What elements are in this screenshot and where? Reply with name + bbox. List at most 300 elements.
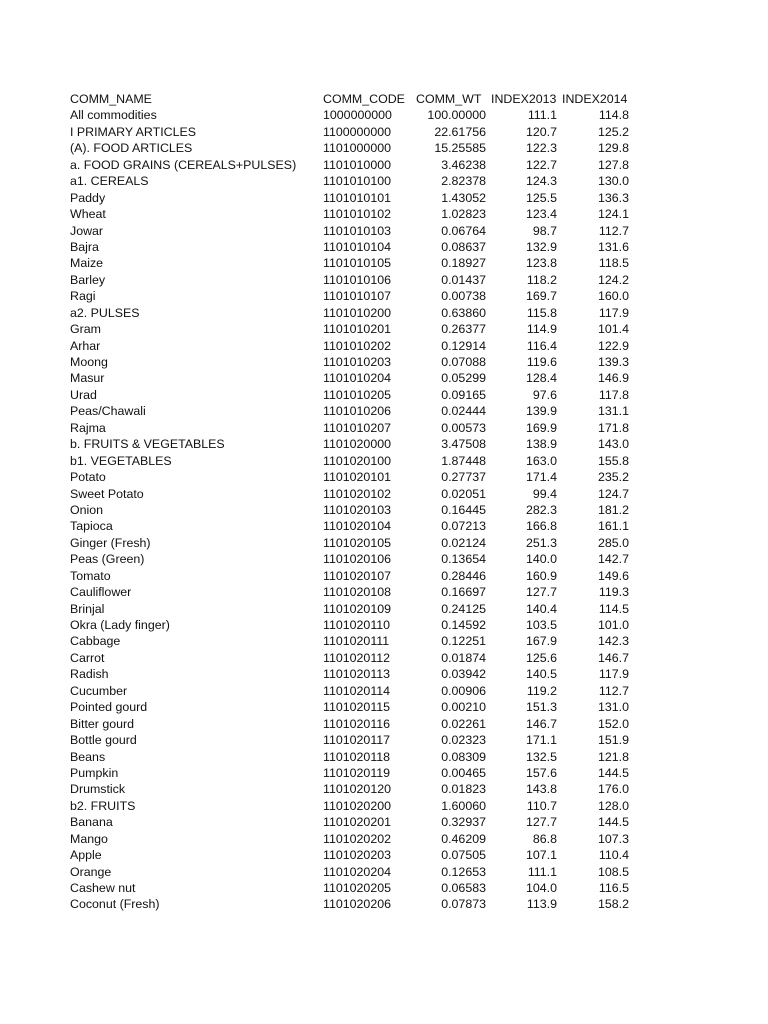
- cell-comm-wt: 0.03942: [441, 667, 486, 682]
- cell-comm-name: Cucumber: [70, 683, 128, 698]
- cell-comm-code: 1101020111: [323, 634, 390, 649]
- cell-comm-name: Ginger (Fresh): [70, 535, 151, 550]
- cell-comm-code: 1101010200: [323, 305, 391, 320]
- table-row: [70, 173, 640, 189]
- table-row: [70, 486, 640, 502]
- cell-comm-name: Peas/Chawali: [70, 404, 146, 419]
- cell-index2013: 143.8: [525, 782, 557, 797]
- cell-comm-wt: 0.08637: [441, 239, 486, 254]
- cell-comm-name: I PRIMARY ARTICLES: [70, 124, 197, 139]
- table-row: [70, 140, 640, 156]
- cell-index2013: 107.1: [525, 848, 557, 863]
- cell-comm-wt: 0.01823: [441, 782, 486, 797]
- cell-index2013: 124.3: [525, 174, 557, 189]
- cell-comm-name: Urad: [70, 387, 97, 402]
- table-row: [70, 601, 640, 617]
- cell-comm-wt: 0.12653: [441, 864, 486, 879]
- cell-comm-wt: 0.07088: [441, 355, 486, 369]
- table-row: [70, 568, 640, 584]
- cell-comm-wt: 0.27737: [441, 470, 486, 485]
- cell-index2013: 167.9: [525, 634, 557, 649]
- cell-index2013: 122.7: [525, 157, 557, 172]
- cell-comm-name: Cashew nut: [70, 881, 136, 895]
- cell-comm-wt: 0.01874: [441, 650, 486, 665]
- cell-index2014: 122.9: [597, 338, 629, 353]
- table-row: [70, 749, 640, 765]
- cell-index2014: 129.8: [597, 141, 629, 156]
- cell-comm-code: 1101010206: [323, 404, 391, 419]
- cell-index2013: 115.8: [526, 305, 557, 320]
- cell-comm-code: 1101010000: [323, 157, 391, 172]
- table-row: [70, 255, 640, 271]
- cell-index2013: 125.5: [525, 190, 557, 205]
- cell-comm-name: b2. FRUITS: [70, 798, 136, 813]
- cell-comm-wt: 0.07213: [441, 519, 486, 534]
- cell-comm-code: 1101020105: [323, 535, 391, 550]
- cell-comm-wt: 1.43052: [441, 190, 486, 205]
- cell-comm-name: (A). FOOD ARTICLES: [70, 141, 193, 156]
- cell-index2013: 123.8: [525, 256, 557, 271]
- cell-index2013: 118.2: [526, 272, 557, 287]
- table-row: [70, 502, 640, 518]
- table-row: [70, 535, 640, 551]
- cell-comm-name: Jowar: [70, 223, 104, 238]
- cell-index2013: 251.3: [525, 535, 557, 550]
- cell-index2014: 124.7: [597, 486, 629, 501]
- cell-comm-code: 1101020114: [323, 683, 391, 698]
- cell-index2013: 128.4: [525, 371, 557, 386]
- column-header-comm-code: COMM_CODE: [323, 92, 405, 106]
- cell-comm-name: Wheat: [70, 207, 106, 222]
- cell-comm-name: Arhar: [70, 338, 101, 353]
- cell-index2013: 125.6: [525, 650, 557, 665]
- cell-comm-wt: 0.02444: [441, 404, 486, 419]
- cell-comm-wt: 0.01437: [441, 272, 486, 287]
- table-row: [70, 864, 640, 880]
- cell-comm-wt: 0.14592: [441, 618, 486, 632]
- table-row: [70, 699, 640, 715]
- cell-comm-name: a2. PULSES: [70, 305, 140, 320]
- table-row: [70, 617, 640, 633]
- cell-index2014: 116.5: [598, 881, 629, 895]
- cell-comm-name: Orange: [70, 864, 112, 879]
- table-row: [70, 338, 640, 354]
- cell-comm-code: 1101010102: [323, 207, 391, 222]
- cell-comm-wt: 0.06764: [441, 223, 486, 238]
- cell-comm-code: 1101010105: [323, 256, 391, 271]
- cell-comm-name: Bottle gourd: [70, 733, 137, 748]
- cell-comm-code: 1101020101: [323, 470, 391, 485]
- cell-comm-name: Mango: [70, 831, 108, 846]
- cell-comm-name: Radish: [70, 667, 109, 682]
- cell-comm-code: 1101020118: [323, 749, 391, 764]
- table-row: [70, 732, 640, 748]
- cell-index2014: 131.0: [597, 700, 629, 715]
- cell-index2013: 140.0: [525, 552, 557, 567]
- cell-comm-code: 1101020117: [323, 733, 391, 748]
- cell-index2014: 146.7: [597, 650, 629, 665]
- cell-comm-code: 1101020116: [323, 716, 391, 731]
- cell-index2014: 144.5: [597, 815, 629, 830]
- cell-comm-name: Okra (Lady finger): [70, 618, 170, 632]
- cell-comm-wt: 0.28446: [441, 568, 486, 583]
- table-row: [70, 831, 640, 847]
- cell-index2013: 119.2: [526, 683, 557, 698]
- column-header-comm-wt: COMM_WT: [416, 92, 482, 106]
- table-row: [70, 584, 640, 600]
- cell-index2014: 142.3: [597, 634, 629, 649]
- cell-comm-wt: 0.18927: [441, 256, 486, 271]
- table-row: [70, 370, 640, 386]
- cell-comm-code: 1101020102: [323, 486, 391, 501]
- cell-index2013: 111.1: [527, 864, 557, 879]
- cell-comm-name: Ragi: [70, 289, 96, 304]
- table-row: [70, 518, 640, 534]
- cell-comm-code: 1101020107: [323, 568, 391, 583]
- cell-index2014: 119.3: [598, 585, 629, 600]
- cell-comm-code: 1101010100: [323, 174, 391, 189]
- cell-comm-name: Bitter gourd: [70, 716, 135, 731]
- cell-comm-wt: 0.13654: [441, 552, 486, 567]
- table-row: [70, 239, 640, 255]
- table-row: [70, 683, 640, 699]
- cell-index2013: 171.1: [525, 733, 557, 748]
- cell-comm-name: Tapioca: [70, 519, 113, 534]
- cell-comm-name: Bajra: [70, 239, 99, 254]
- cell-comm-name: Pointed gourd: [70, 700, 148, 715]
- cell-comm-code: 1101010201: [323, 322, 391, 337]
- cell-index2013: 127.7: [525, 815, 557, 830]
- cell-comm-wt: 100.00000: [427, 108, 486, 123]
- cell-comm-code: 1101020110: [323, 618, 391, 632]
- cell-comm-name: Onion: [70, 502, 104, 517]
- cell-index2014: 176.0: [597, 782, 629, 797]
- cell-comm-name: Sweet Potato: [70, 486, 144, 501]
- cell-index2013: 111.1: [527, 108, 557, 123]
- cell-comm-wt: 0.12251: [441, 634, 486, 649]
- cell-comm-wt: 3.47508: [441, 437, 486, 452]
- table-row: [70, 305, 640, 321]
- cell-index2013: 103.5: [525, 618, 557, 632]
- cell-index2013: 127.7: [525, 585, 557, 600]
- cell-index2014: 127.8: [597, 157, 629, 172]
- cell-comm-code: 1101020120: [323, 782, 391, 797]
- cell-comm-wt: 0.32937: [441, 815, 486, 830]
- cell-comm-wt: 22.61756: [434, 124, 486, 139]
- table-row: [70, 650, 640, 666]
- cell-comm-code: 1101020204: [323, 864, 391, 879]
- cell-index2013: 113.9: [526, 897, 557, 912]
- table-row: [70, 551, 640, 567]
- commodity-index-table: [70, 91, 640, 913]
- cell-index2013: 171.4: [525, 470, 557, 485]
- cell-comm-code: 1101020106: [323, 552, 391, 567]
- cell-index2014: 142.7: [597, 552, 629, 567]
- cell-comm-code: 1101020200: [323, 798, 391, 813]
- cell-comm-wt: 15.25585: [434, 141, 486, 156]
- cell-comm-wt: 0.08309: [441, 749, 486, 764]
- cell-comm-name: Cauliflower: [70, 585, 132, 600]
- cell-comm-code: 1101020000: [323, 437, 391, 452]
- table-row: [70, 420, 640, 436]
- cell-comm-wt: 0.00738: [441, 289, 486, 304]
- cell-comm-wt: 1.60060: [441, 798, 486, 813]
- cell-comm-code: 1101020205: [323, 881, 391, 895]
- table-row: [70, 765, 640, 781]
- cell-comm-code: 1101020206: [323, 897, 391, 912]
- cell-comm-wt: 0.07873: [441, 897, 486, 912]
- cell-index2014: 128.0: [597, 798, 629, 813]
- cell-index2013: 160.9: [525, 568, 557, 583]
- cell-index2013: 157.6: [525, 765, 557, 780]
- cell-comm-code: 1101020203: [323, 848, 391, 863]
- cell-comm-wt: 0.07505: [441, 848, 486, 863]
- cell-comm-name: Pumpkin: [70, 765, 119, 780]
- cell-index2014: 235.2: [597, 470, 629, 485]
- cell-index2013: 98.7: [532, 223, 557, 238]
- table-row: [70, 223, 640, 239]
- cell-comm-code: 1101020104: [323, 519, 391, 534]
- cell-index2013: 120.7: [525, 124, 557, 139]
- table-row: [70, 190, 640, 206]
- cell-index2013: 123.4: [525, 207, 557, 222]
- cell-comm-wt: 0.26377: [441, 322, 486, 337]
- cell-index2014: 117.9: [598, 667, 629, 682]
- cell-comm-wt: 0.63860: [441, 305, 486, 320]
- cell-comm-wt: 1.87448: [441, 453, 486, 468]
- cell-comm-name: b. FRUITS & VEGETABLES: [70, 437, 225, 452]
- cell-index2013: 99.4: [532, 486, 557, 501]
- cell-comm-wt: 0.24125: [441, 601, 486, 616]
- column-header-index2014: INDEX2014: [562, 92, 628, 106]
- cell-comm-name: Apple: [70, 848, 102, 863]
- cell-index2014: 114.5: [598, 601, 629, 616]
- cell-comm-name: Cabbage: [70, 634, 121, 649]
- cell-comm-name: Beans: [70, 749, 106, 764]
- cell-index2014: 151.9: [597, 733, 629, 748]
- table-row: [70, 354, 640, 370]
- cell-index2013: 139.9: [525, 404, 557, 419]
- cell-comm-wt: 0.16697: [441, 585, 486, 600]
- cell-index2014: 124.1: [597, 207, 629, 222]
- cell-comm-name: Coconut (Fresh): [70, 897, 160, 912]
- cell-index2013: 163.0: [525, 453, 557, 468]
- table-row: [70, 666, 640, 682]
- table-row: [70, 814, 640, 830]
- cell-comm-name: Tomato: [70, 568, 111, 583]
- cell-comm-name: Rajma: [70, 420, 106, 435]
- cell-comm-name: b1. VEGETABLES: [70, 453, 172, 468]
- table-row: [70, 436, 640, 452]
- cell-index2014: 112.7: [598, 223, 629, 238]
- table-row: [70, 206, 640, 222]
- cell-index2013: 146.7: [525, 716, 557, 731]
- cell-comm-name: a1. CEREALS: [70, 174, 149, 189]
- table-row: [70, 321, 640, 337]
- cell-index2014: 139.3: [597, 355, 629, 369]
- cell-comm-name: Carrot: [70, 650, 105, 665]
- cell-index2014: 285.0: [597, 535, 629, 550]
- cell-index2014: 131.6: [597, 239, 629, 254]
- table-row: [70, 781, 640, 797]
- cell-comm-wt: 0.06583: [441, 881, 486, 895]
- cell-index2013: 140.4: [525, 601, 557, 616]
- cell-comm-code: 1101020119: [323, 765, 391, 780]
- cell-comm-code: 1101020109: [323, 601, 391, 616]
- cell-comm-code: 1101010104: [323, 239, 391, 254]
- cell-index2014: 108.5: [597, 864, 629, 879]
- table-row: [70, 896, 640, 912]
- cell-comm-code: 1101010107: [323, 289, 391, 304]
- cell-index2013: 138.9: [525, 437, 557, 452]
- cell-index2014: 136.3: [597, 190, 629, 205]
- cell-index2013: 119.6: [526, 355, 557, 369]
- table-row: [70, 272, 640, 288]
- cell-comm-name: a. FOOD GRAINS (CEREALS+PULSES): [70, 157, 297, 172]
- cell-index2014: 160.0: [597, 289, 629, 304]
- cell-index2014: 143.0: [597, 437, 629, 452]
- cell-comm-name: Barley: [70, 272, 106, 287]
- cell-comm-name: Brinjal: [70, 601, 105, 616]
- cell-index2014: 110.4: [598, 848, 629, 863]
- table-row: [70, 403, 640, 419]
- table-row: [70, 107, 640, 123]
- cell-index2014: 117.9: [598, 305, 629, 320]
- cell-index2014: 112.7: [598, 683, 629, 698]
- cell-index2014: 171.8: [597, 420, 629, 435]
- cell-comm-name: Moong: [70, 355, 108, 369]
- cell-index2013: 132.9: [525, 239, 557, 254]
- cell-comm-wt: 0.09165: [441, 387, 486, 402]
- column-header-comm-name: COMM_NAME: [70, 92, 152, 106]
- cell-comm-code: 1101020103: [323, 502, 391, 517]
- cell-index2014: 131.1: [597, 404, 629, 419]
- cell-index2013: 86.8: [532, 831, 557, 846]
- cell-comm-wt: 0.02051: [441, 486, 486, 501]
- cell-comm-wt: 0.12914: [441, 338, 486, 353]
- cell-index2013: 122.3: [525, 141, 557, 156]
- cell-comm-name: Drumstick: [70, 782, 126, 797]
- cell-comm-code: 1101010204: [323, 371, 391, 386]
- table-row: [70, 716, 640, 732]
- cell-index2013: 114.9: [526, 322, 557, 337]
- cell-comm-wt: 0.02323: [441, 733, 486, 748]
- table-row: [70, 157, 640, 173]
- cell-comm-code: 1101000000: [323, 141, 391, 156]
- cell-comm-code: 1101010203: [323, 355, 391, 369]
- cell-index2014: 146.9: [597, 371, 629, 386]
- cell-index2014: 130.0: [597, 174, 629, 189]
- table-row: [70, 633, 640, 649]
- cell-index2014: 124.2: [597, 272, 629, 287]
- cell-index2013: 97.6: [532, 387, 557, 402]
- cell-index2014: 114.8: [598, 108, 629, 123]
- table-row: [70, 798, 640, 814]
- cell-index2014: 158.2: [597, 897, 629, 912]
- cell-index2014: 149.6: [597, 568, 629, 583]
- table-row: [70, 124, 640, 140]
- cell-index2014: 181.2: [597, 502, 629, 517]
- cell-index2013: 169.7: [525, 289, 557, 304]
- cell-comm-name: Maize: [70, 256, 104, 271]
- cell-comm-wt: 3.46238: [441, 157, 486, 172]
- cell-comm-wt: 1.02823: [441, 207, 486, 222]
- cell-comm-code: 1101010207: [323, 420, 391, 435]
- cell-comm-code: 1101010205: [323, 387, 391, 402]
- cell-index2013: 110.7: [526, 798, 557, 813]
- cell-comm-wt: 0.46209: [441, 831, 486, 846]
- cell-comm-code: 1101020112: [323, 650, 391, 665]
- cell-comm-name: All commodities: [70, 108, 157, 123]
- cell-comm-wt: 2.82378: [441, 174, 486, 189]
- cell-comm-code: 1101020115: [323, 700, 391, 715]
- cell-index2013: 151.3: [525, 700, 557, 715]
- cell-comm-code: 1101020201: [323, 815, 391, 830]
- cell-comm-code: 1101010202: [323, 338, 391, 353]
- cell-comm-wt: 0.05299: [441, 371, 486, 386]
- table-row: [70, 880, 640, 896]
- cell-index2014: 125.2: [597, 124, 629, 139]
- cell-comm-name: Gram: [70, 322, 101, 337]
- cell-comm-code: 1101020113: [323, 667, 391, 682]
- cell-comm-wt: 0.00210: [441, 700, 486, 715]
- cell-index2013: 132.5: [525, 749, 557, 764]
- cell-comm-name: Potato: [70, 470, 106, 485]
- cell-comm-wt: 0.02261: [441, 716, 486, 731]
- cell-comm-code: 1101010106: [323, 272, 391, 287]
- cell-index2014: 144.5: [597, 765, 629, 780]
- cell-index2014: 101.4: [597, 322, 629, 337]
- cell-comm-name: Masur: [70, 371, 105, 386]
- cell-comm-wt: 0.16445: [441, 502, 486, 517]
- cell-comm-wt: 0.02124: [441, 535, 486, 550]
- table-row: [70, 847, 640, 863]
- table-row: [70, 469, 640, 485]
- table-body: [70, 107, 640, 912]
- header-row: [70, 91, 640, 107]
- cell-comm-code: 1101020108: [323, 585, 391, 600]
- cell-index2014: 161.1: [597, 519, 629, 534]
- cell-index2014: 155.8: [597, 453, 629, 468]
- cell-index2013: 140.5: [525, 667, 557, 682]
- cell-index2013: 169.9: [525, 420, 557, 435]
- cell-index2014: 121.8: [597, 749, 629, 764]
- cell-comm-code: 1101020100: [323, 453, 391, 468]
- cell-comm-code: 1000000000: [323, 108, 392, 123]
- cell-comm-code: 1101020202: [323, 831, 391, 846]
- cell-index2013: 104.0: [525, 881, 557, 895]
- cell-index2013: 166.8: [525, 519, 557, 534]
- cell-index2014: 117.8: [598, 387, 629, 402]
- cell-index2014: 101.0: [597, 618, 629, 632]
- cell-index2014: 152.0: [597, 716, 629, 731]
- cell-comm-name: Paddy: [70, 190, 106, 205]
- cell-comm-wt: 0.00573: [441, 420, 486, 435]
- cell-comm-wt: 0.00906: [441, 683, 486, 698]
- cell-comm-name: Banana: [70, 815, 113, 830]
- cell-comm-code: 1100000000: [323, 124, 391, 139]
- cell-index2013: 282.3: [525, 502, 557, 517]
- cell-comm-name: Peas (Green): [70, 552, 145, 567]
- table-row: [70, 453, 640, 469]
- cell-index2013: 116.4: [526, 338, 557, 353]
- cell-index2014: 107.3: [597, 831, 629, 846]
- table-row: [70, 288, 640, 304]
- table-row: [70, 387, 640, 403]
- cell-comm-code: 1101010103: [323, 223, 391, 238]
- cell-comm-wt: 0.00465: [441, 765, 486, 780]
- cell-index2014: 118.5: [598, 256, 629, 271]
